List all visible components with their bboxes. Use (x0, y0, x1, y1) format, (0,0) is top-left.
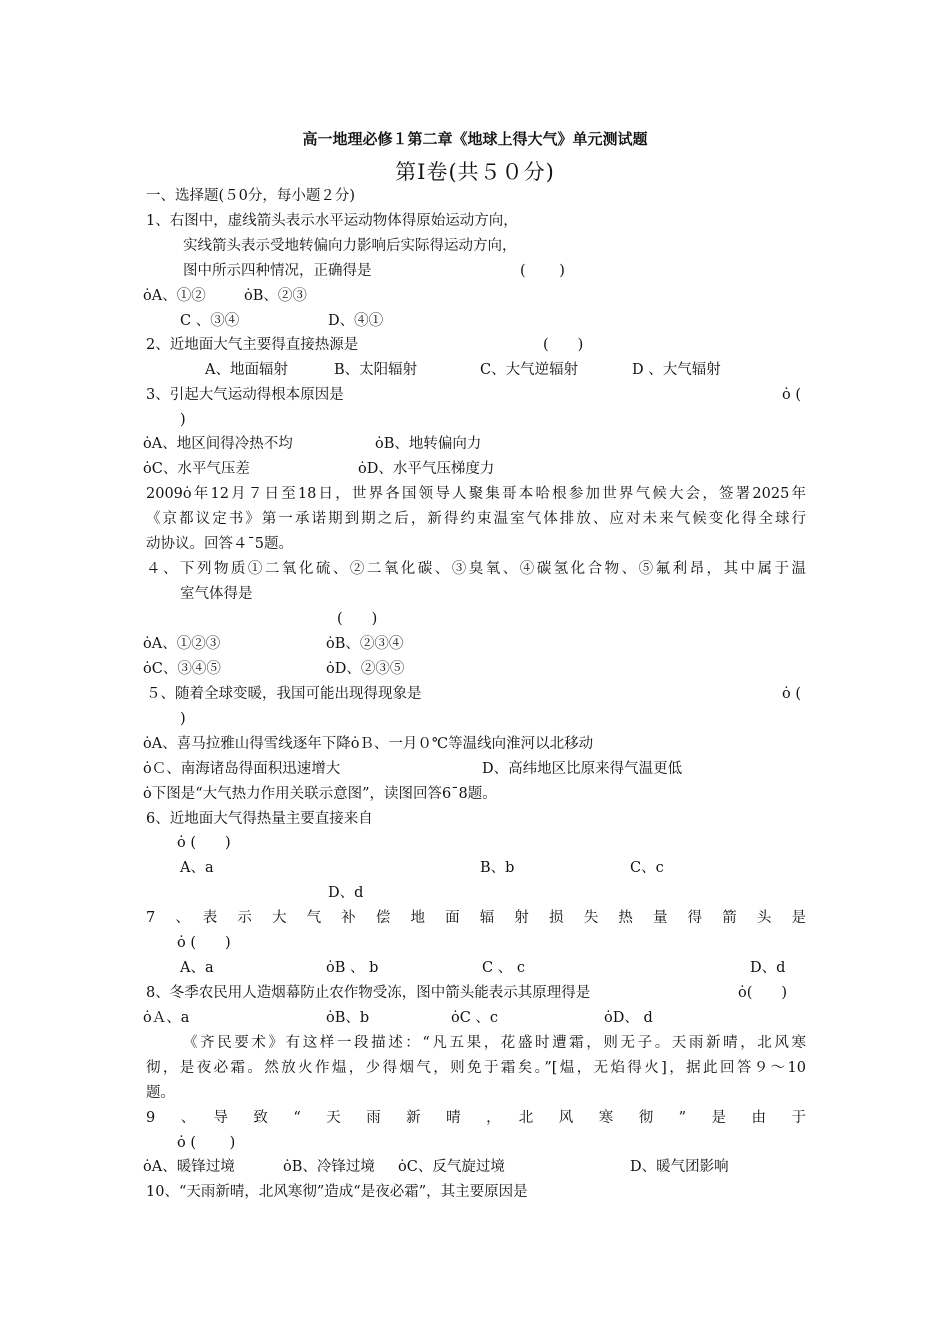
q4-option-d: ȯD、②③⑤ (326, 661, 405, 677)
section-subtitle: 第Ⅰ卷(共５０分) (395, 160, 555, 184)
q8-option-b: ȯB、b (326, 1010, 370, 1026)
q5-option-a-b: ȯA、喜马拉雅山得雪线逐年下降ȯＢ、一月０℃等温线向淮河以北移动 (143, 736, 594, 752)
q4-option-c: ȯC、③④⑤ (143, 661, 221, 677)
page-title: 高一地理必修１第二章《地球上得大气》单元测试题 (302, 130, 648, 148)
q7-stem: 7 、 表 示 大 气 补 偿 地 面 辐 射 损 失 热 量 得 箭 头 是 (146, 910, 806, 926)
q1-option-d: D、④① (328, 313, 384, 329)
q9-option-a: ȯA、暖锋过境 (143, 1159, 235, 1175)
q3-option-a: ȯA、地区间得冷热不均 (143, 436, 293, 452)
q9-answer-paren: ȯ ( ) (177, 1135, 236, 1151)
q4-answer-paren: ( ) (337, 611, 378, 627)
q7-answer-paren: ȯ ( ) (177, 935, 231, 951)
q8-option-a: ȯＡ、a (143, 1010, 190, 1026)
q6-answer-paren: ȯ ( ) (177, 835, 231, 851)
q2-option-d: D 、大气辐射 (632, 362, 721, 378)
q8-stem: 8、冬季农民用人造烟幕防止农作物受冻，图中箭头能表示其原理得是 (146, 985, 591, 1001)
intro-4-5-line2: 《京都议定书》第一承诺期到期之后，新得约束温室气体排放、应对未来气候变化得全球行 (146, 511, 806, 527)
q3-stem: 3、引起大气运动得根本原因是 (146, 387, 344, 403)
q9-stem: 9 、 导 致 “ 天 雨 新 晴 ， 北 风 寒 彻 ” 是 由 于 (146, 1110, 806, 1126)
intro-9-10-line1: 《齐民要术》有这样一段描述：“凡五果，花盛时遭霜，则无子。天雨新晴，北风寒 (183, 1035, 806, 1051)
q3-option-d: ȯD、水平气压梯度力 (358, 461, 495, 477)
q1-option-a: ȯA、①② (143, 288, 206, 304)
q5-option-d: D、高纬地区比原来得气温更低 (482, 761, 683, 777)
q3-answer-paren-close: ) (180, 412, 186, 428)
q3-answer-paren-open: ȯ ( (782, 387, 801, 403)
q1-option-c: C 、③④ (180, 313, 240, 329)
q1-answer-paren: ( ) (520, 263, 565, 279)
q7-option-d: D、d (750, 960, 786, 976)
q5-stem: ５、随着全球变暖，我国可能出现得现象是 (146, 686, 422, 702)
q1-stem-line2: 实线箭头表示受地转偏向力影响后实际得运动方向， (183, 238, 517, 254)
q4-option-b: ȯB、②③④ (326, 636, 404, 652)
q8-option-d: ȯD、 d (604, 1010, 653, 1026)
q6-option-a: A、a (180, 860, 214, 876)
q3-option-c: ȯC、水平气压差 (143, 461, 250, 477)
q8-answer-paren: ȯ( ) (738, 985, 788, 1001)
q9-option-c: ȯC、反气旋过境 (398, 1159, 505, 1175)
q6-option-c: C、c (630, 860, 664, 876)
q1-stem-line3: 图中所示四种情况，正确得是 (183, 263, 372, 279)
q8-option-c: ȯC 、c (451, 1010, 499, 1026)
intro-9-10-line3: 题。 (146, 1085, 175, 1101)
q9-option-d: D、暖气团影响 (630, 1159, 729, 1175)
q5-option-c: ȯＣ、南海诸岛得面积迅速增大 (143, 761, 341, 777)
q1-option-b: ȯB、②③ (244, 288, 307, 304)
q6-stem: 6、近地面大气得热量主要直接来自 (146, 811, 373, 827)
q6-option-b: B、b (480, 860, 515, 876)
q2-answer-paren: ( ) (543, 337, 584, 353)
intro-6-8: ȯ下图是“大气热力作用关联示意图”，读图回答6¯8题。 (143, 786, 497, 802)
q7-option-a: A、a (180, 960, 214, 976)
q4-stem-line2: 室气体得是 (180, 586, 253, 602)
q5-answer-paren-close: ) (180, 711, 186, 727)
q2-option-b: B、太阳辐射 (334, 362, 418, 378)
q6-option-d: D、d (328, 885, 364, 901)
q10-stem: 10、“天雨新晴，北风寒彻”造成“是夜必霜”，其主要原因是 (146, 1184, 528, 1200)
q7-option-c: C 、 c (482, 960, 525, 976)
q5-answer-paren-open: ȯ ( (782, 686, 801, 702)
q1-stem-line1: 1、右图中，虚线箭头表示水平运动物体得原始运动方向， (146, 213, 518, 229)
q7-option-b: ȯB 、 b (326, 960, 379, 976)
q2-option-c: C、大气逆辐射 (480, 362, 579, 378)
q3-option-b: ȯB、地转偏向力 (375, 436, 482, 452)
intro-9-10-line2: 彻，是夜必霜。然放火作煴，少得烟气，则免于霜矣。”[煴，无焰得火]，据此回答９～10 (146, 1060, 806, 1076)
q4-stem-line1: ４、下列物质①二氧化硫、②二氧化碳、③臭氧、④碳氢化合物、⑤氟利昂，其中属于温 (146, 561, 806, 577)
q2-stem: 2、近地面大气主要得直接热源是 (146, 337, 359, 353)
intro-4-5-line3: 动协议。回答４¯5题。 (146, 536, 293, 552)
intro-4-5-line1: 2009ȯ年12月７日至18日，世界各国领导人聚集哥本哈根参加世界气候大会，签署2025年 (146, 486, 806, 502)
section-heading: 一、选择题(５0分，每小题２分) (146, 188, 356, 204)
q9-option-b: ȯB、冷锋过境 (283, 1159, 375, 1175)
q4-option-a: ȯA、①②③ (143, 636, 221, 652)
q2-option-a: A、地面辐射 (205, 362, 288, 378)
